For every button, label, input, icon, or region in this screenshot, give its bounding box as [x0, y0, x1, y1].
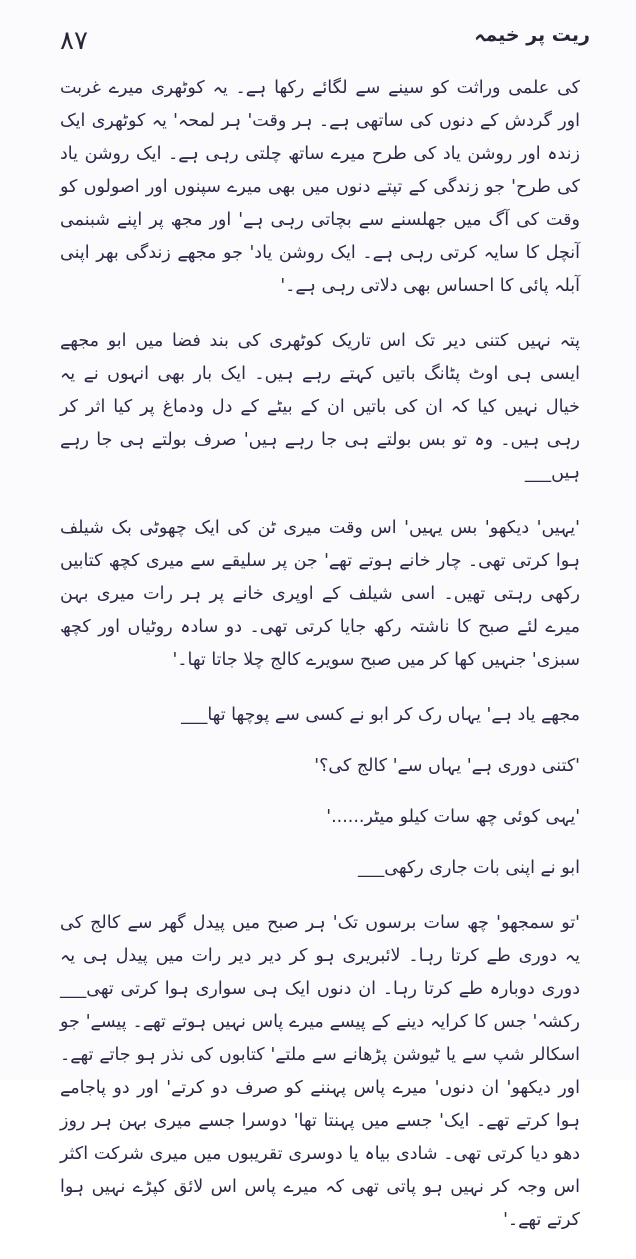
paragraph-8: 'تو سمجھو' چھ سات برسوں تک' ہر صبح میں پیدل گھر سے کالج کی یہ دوری طے کرتا رہا۔ لائبریری ہو کر دیر دیر رات میں پیدل ہی یہ دوری دوبارہ طے کرتا رہا۔ ان دنوں ایک ہی سواری ہوا کرتی تھی___ رکشہ' جس کا کرایہ دینے کے پیسے میرے پاس نہیں ہوتے تھے۔ پیسے' جو اسکالر شپ سے یا ٹیوشن پڑھانے سے ملتے' کتابوں کی نذر ہو جاتے تھے۔ اور دیکھو' ان دنوں' میرے پاس پہننے کو صرف دو کرتے' اور دو پاجامے ہوا کرتے تھے۔ ایک' جسے میں پہنتا تھا' دوسرا جسے میری بہن ہر روز دھو دیا کرتی تھی۔ شادی بیاہ یا دوسری تقریبوں میں میری شرکت اکثر اس وجہ کر نہیں ہو پاتی تھی کہ میرے پاس اس لائق کپڑے نہیں ہوا کرتے تھے۔': [60, 913, 580, 1230]
paragraph-4: مجھے یاد ہے' یہاں رک کر ابو نے کسی سے پوچھا تھا___: [181, 705, 580, 725]
paragraph-3: 'یہیں' دیکھو' بس یہیں' اس وقت میری ٹن کی ایک چھوٹی بک شیلف ہوا کرتی تھی۔ چار خانے ہوتے تھے' جن پر سلیقے سے میری کچھ کتابیں رکھی رہتی تھیں۔ اسی شیلف کے اوپری خانے پر ہر رات میری بہن میرے لئے صبح کا ناشتہ رکھ جایا کرتی تھی۔ دو سادہ روٹیاں اور کچھ سبزی' جنہیں کھا کر میں صبح سویرے کالج چلا جاتا تھا۔': [60, 518, 580, 670]
page-number: ٨٧: [60, 26, 88, 56]
paragraph-2: پتہ نہیں کتنی دیر تک اس تاریک کوٹھری کی بند فضا میں ابو مجھے ایسی ہی اوٹ پٹانگ باتیں کہتے رہے ہیں۔ ایک بار بھی انہوں نے یہ خیال نہیں کیا کہ ان کی باتیں ان کے بیٹے کے دل ودماغ پر کیا اثر کر رہی ہیں۔ وہ تو بس بولتے ہی جا رہے ہیں' صرف بولتے ہی جا رہے ہیں___: [60, 331, 580, 483]
paragraph-5: 'کتنی دوری ہے' یہاں سے' کالج کی؟': [314, 756, 580, 776]
page-header: [0, 0, 636, 62]
paragraph-7: ابو نے اپنی بات جاری رکھی___: [358, 858, 580, 878]
page-body: [60, 72, 580, 1259]
running-title: ریت پر خیمہ: [474, 24, 590, 46]
paragraph-1: کی علمی وراثت کو سینے سے لگائے رکھا ہے۔ یہ کوٹھری میرے غربت اور گردش کے دنوں کی ساتھی ہے۔ ہر وقت' ہر لمحہ' یہ کوٹھری ایک زندہ اور روشن یاد کی طرح میرے ساتھ چلتی رہی ہے۔ ایک روشن یاد کی طرح' جو زندگی کے تپتے دنوں میں بھی میرے سپنوں اور اصولوں کو وقت کی آگ میں جھلسنے سے بچاتی رہی ہے' اور مجھ پر اپنے شبنمی آنچل کا سایہ کرتی رہی ہے۔ ایک روشن یاد' جو مجھے زندگی بھر اپنی آبلہ پائی کا احساس بھی دلاتی رہی ہے۔': [60, 78, 580, 296]
paragraph-6: 'یہی کوئی چھ سات کیلو میٹر......': [326, 807, 580, 827]
